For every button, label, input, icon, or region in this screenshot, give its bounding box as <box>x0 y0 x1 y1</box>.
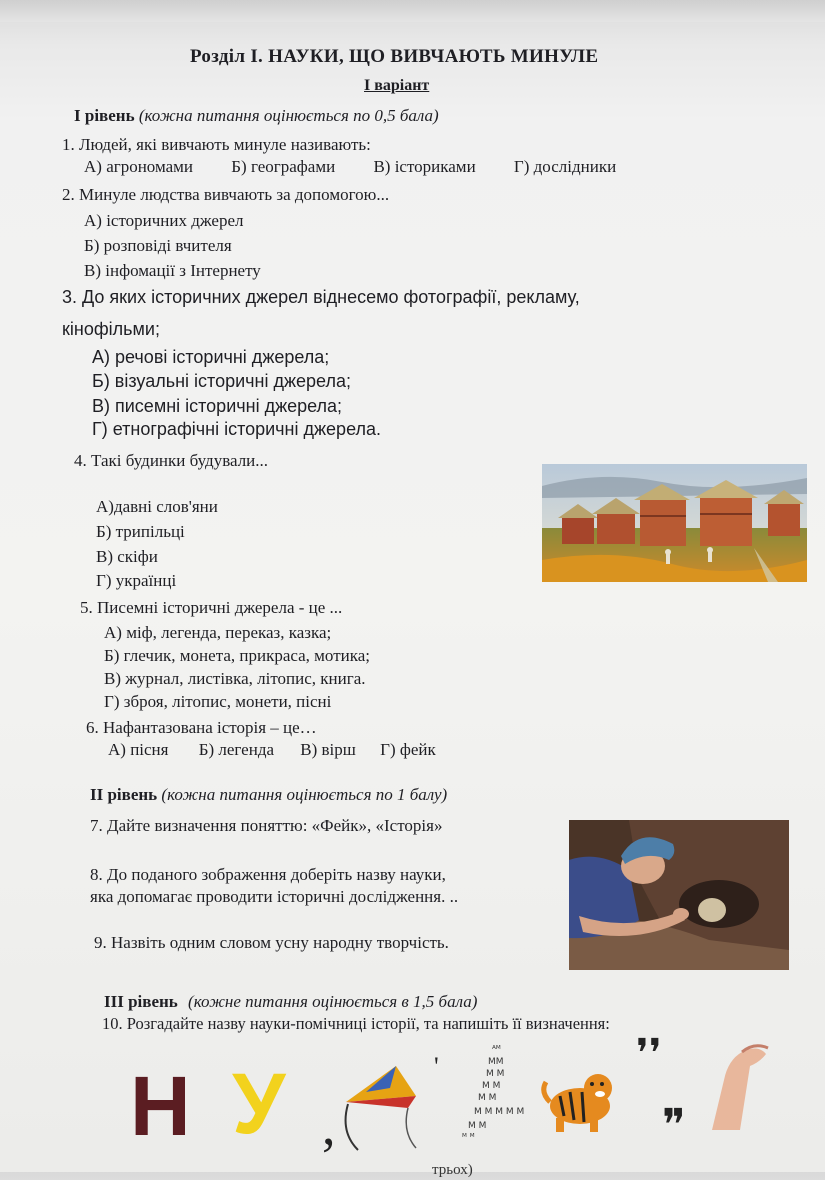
kite-icon <box>336 1062 424 1152</box>
q2-option-b: Б) розповіді вчителя <box>84 236 232 255</box>
q3-option-c: В) писемні історичні джерела; <box>92 396 343 416</box>
rebus-hand-image <box>702 1040 772 1132</box>
level3-label: ІІІ рівень <box>104 992 178 1011</box>
archaeologist-image <box>569 820 789 970</box>
letter-a-made-of-m-icon <box>448 1040 544 1144</box>
level1-heading <box>74 106 439 126</box>
svg-text:ᴬᴹ: ᴬᴹ <box>492 1045 501 1055</box>
q4-option-a: А)давні слов'яни <box>96 497 218 516</box>
q2-option-a: А) історичних джерел <box>84 211 244 230</box>
q5-option-a: А) міф, легенда, переказ, казка; <box>104 623 332 642</box>
q6-option-c: В) вірш <box>300 740 356 759</box>
q4-option-b: Б) трипільці <box>96 522 185 541</box>
svg-text:M M: M M <box>482 1081 501 1091</box>
q1-option-c: В) істориками <box>373 157 476 176</box>
rebus-tiger-image <box>540 1062 626 1136</box>
q2-option-c: В) інфомації з Інтернету <box>84 261 261 280</box>
svg-text:M M: M M <box>478 1093 497 1103</box>
q3-option-b: Б) візуальні історичні джерела; <box>92 371 351 391</box>
svg-text:MM: MM <box>488 1057 504 1067</box>
hand-holding-icon <box>702 1040 772 1132</box>
question-9: 9. Назвіть одним словом усну народну творчість. <box>94 933 449 952</box>
page-title: Розділ І. НАУКИ, ЩО ВИВЧАЮТЬ МИНУЛЕ <box>190 46 599 67</box>
rebus-quote-open: ❜❜ <box>636 1031 662 1077</box>
svg-text:ᴹ ᴹ: ᴹ ᴹ <box>462 1133 475 1143</box>
q6-option-a: А) пісня <box>108 740 169 759</box>
q6-option-d: Г) фейк <box>380 740 436 759</box>
footer-fragment: трьох) <box>432 1162 473 1178</box>
variant-label: І варіант <box>364 77 430 94</box>
level2-note: (кожна питання оцінюється по 1 балу) <box>161 785 448 804</box>
q1-option-b: Б) географами <box>231 157 336 176</box>
question-7: 7. Дайте визначення поняттю: «Фейк», «Історія» <box>90 816 443 835</box>
q5-option-b: Б) глечик, монета, прикраса, мотика; <box>104 646 371 665</box>
archaeology-dig-illustration <box>569 820 789 970</box>
rebus-quote-close: ❞ <box>662 1100 686 1151</box>
level2-heading <box>90 785 447 805</box>
rebus-apostrophe: ' <box>434 1052 439 1081</box>
level3-note: (кожне питання оцінюється в 1,5 бала) <box>188 992 478 1011</box>
question-3-line2: кінофільми; <box>62 319 160 339</box>
village-illustration <box>542 464 807 582</box>
level1-label: І рівень <box>74 106 135 125</box>
q1-option-d: Г) дослідники <box>513 157 617 176</box>
question-4: 4. Такі будинки будували... <box>74 451 269 470</box>
q5-option-c: В) журнал, листівка, літопис, книга. <box>104 669 366 688</box>
q3-option-d: Г) етнографічні історичні джерела. <box>92 419 381 439</box>
level2-label: ІІ рівень <box>90 785 158 804</box>
rebus-letter-n: Н <box>130 1059 191 1153</box>
question-6-options <box>108 740 436 760</box>
svg-text:M M: M M <box>468 1121 487 1131</box>
rebus-comma: , <box>322 1096 336 1156</box>
question-1-options <box>84 157 616 177</box>
svg-text:M M: M M <box>486 1069 505 1079</box>
rebus-letter-a-from-m <box>448 1040 544 1144</box>
level3-heading <box>104 992 477 1012</box>
q3-option-a: А) речові історичні джерела; <box>92 347 330 367</box>
q4-option-c: В) скіфи <box>96 547 158 566</box>
q1-option-a: А) агрономами <box>84 157 194 176</box>
q6-option-b: Б) легенда <box>198 740 275 759</box>
q4-option-d: Г) українці <box>96 571 177 590</box>
ancient-village-image <box>542 464 807 582</box>
screen-top-edge <box>0 0 825 22</box>
question-5: 5. Писемні історичні джерела - це ... <box>80 598 343 617</box>
question-3-line1: 3. До яких історичних джерел віднесемо фотографії, рекламу, <box>62 287 580 307</box>
question-10: 10. Розгадайте назву науки-помічниці історії, та напишіть її визначення: <box>102 1014 610 1033</box>
rebus-kite-image <box>336 1062 424 1152</box>
question-1: 1. Людей, які вивчають минуле називають: <box>62 135 371 154</box>
q5-option-d: Г) зброя, літопис, монети, пісні <box>104 692 332 711</box>
rebus-letter-u: У <box>232 1056 286 1152</box>
tiger-icon <box>540 1062 626 1136</box>
question-8-line2: яка допомагає проводити історичні дослідження. .. <box>90 887 459 906</box>
level1-note: (кожна питання оцінюється по 0,5 бала) <box>138 106 439 125</box>
question-8-line1: 8. До поданого зображення доберіть назву науки, <box>90 865 446 884</box>
question-6: 6. Нафантазована історія – це… <box>86 718 317 737</box>
svg-text:M M M M M: M M M M M <box>474 1107 525 1117</box>
question-2: 2. Минуле людства вивчають за допомогою... <box>62 185 390 204</box>
